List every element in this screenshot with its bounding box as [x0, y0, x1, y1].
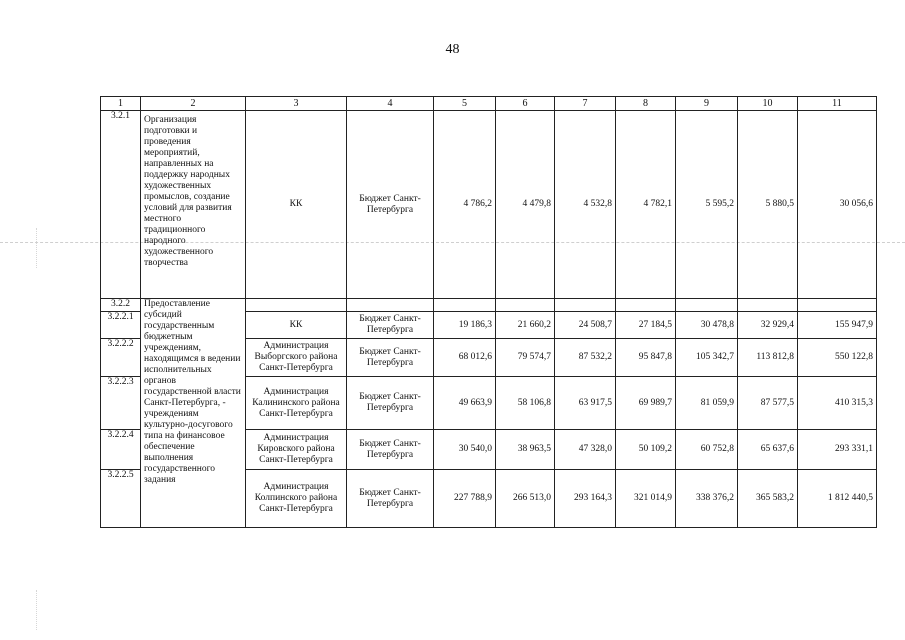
value-cell: 19 186,3 [434, 312, 496, 339]
executor-cell: Администрация Колпинского района Санкт-Петербурга [246, 470, 347, 528]
funding-source-cell: Бюджет Санкт-Петербурга [347, 377, 434, 430]
value-cell: 32 929,4 [738, 312, 798, 339]
value-cell: 95 847,8 [616, 339, 676, 377]
funding-source-cell: Бюджет Санкт-Петербурга [347, 111, 434, 299]
funding-source-cell: Бюджет Санкт-Петербурга [347, 312, 434, 339]
budget-table [100, 96, 877, 528]
table-row [101, 299, 877, 312]
empty-cell [496, 299, 555, 312]
executor-cell: Администрация Кировского района Санкт-Петербурга [246, 430, 347, 470]
value-cell: 30 540,0 [434, 430, 496, 470]
value-cell: 266 513,0 [496, 470, 555, 528]
value-cell: 47 328,0 [555, 430, 616, 470]
column-header: 5 [434, 97, 496, 111]
row-code: 3.2.2.5 [101, 470, 141, 528]
column-header: 1 [101, 97, 141, 111]
row-code: 3.2.2.1 [101, 312, 141, 339]
executor-cell: Администрация Выборгского района Санкт-Петербурга [246, 339, 347, 377]
value-cell: 4 786,2 [434, 111, 496, 299]
value-cell: 30 478,8 [676, 312, 738, 339]
row-code: 3.2.2.4 [101, 430, 141, 470]
funding-source-cell: Бюджет Санкт-Петербурга [347, 430, 434, 470]
activity-name: Предоставление субсидий государственным бюджетным учреждениям, находящимся в ведении исполнительных органов государственной власти Санкт-Петербурга, - учреждениям культурно-досугового типа на финансовое обеспечение выполнения государственного задания [141, 299, 246, 528]
row-code: 3.2.2 [101, 299, 141, 312]
executor-cell: КК [246, 312, 347, 339]
value-cell: 50 109,2 [616, 430, 676, 470]
value-cell: 87 532,2 [555, 339, 616, 377]
value-cell: 58 106,8 [496, 377, 555, 430]
total-cell: 30 056,6 [798, 111, 877, 299]
column-header: 2 [141, 97, 246, 111]
value-cell: 60 752,8 [676, 430, 738, 470]
value-cell: 365 583,2 [738, 470, 798, 528]
value-cell: 49 663,9 [434, 377, 496, 430]
column-header: 4 [347, 97, 434, 111]
value-cell: 5 880,5 [738, 111, 798, 299]
value-cell: 4 479,8 [496, 111, 555, 299]
column-header: 8 [616, 97, 676, 111]
value-cell: 63 917,5 [555, 377, 616, 430]
executor-cell: КК [246, 111, 347, 299]
executor-cell: Администрация Калининского района Санкт-Петербурга [246, 377, 347, 430]
total-cell: 155 947,9 [798, 312, 877, 339]
column-header: 11 [798, 97, 877, 111]
funding-source-cell: Бюджет Санкт-Петербурга [347, 339, 434, 377]
value-cell: 4 782,1 [616, 111, 676, 299]
row-code: 3.2.2.2 [101, 339, 141, 377]
value-cell: 21 660,2 [496, 312, 555, 339]
column-header: 6 [496, 97, 555, 111]
row-code: 3.2.2.3 [101, 377, 141, 430]
column-header: 10 [738, 97, 798, 111]
value-cell: 5 595,2 [676, 111, 738, 299]
value-cell: 24 508,7 [555, 312, 616, 339]
total-cell: 293 331,1 [798, 430, 877, 470]
column-header: 9 [676, 97, 738, 111]
value-cell: 81 059,9 [676, 377, 738, 430]
value-cell: 79 574,7 [496, 339, 555, 377]
empty-cell [555, 299, 616, 312]
empty-cell [738, 299, 798, 312]
value-cell: 87 577,5 [738, 377, 798, 430]
value-cell: 227 788,9 [434, 470, 496, 528]
scan-margin-mark [36, 228, 41, 268]
row-code: 3.2.1 [101, 111, 141, 299]
value-cell: 27 184,5 [616, 312, 676, 339]
activity-name: Организация подготовки и проведения мероприятий, направленных на поддержку народных художественных промыслов, создание условий для развития местного традиционного народного художественного творчества [141, 111, 246, 299]
total-cell: 1 812 440,5 [798, 470, 877, 528]
value-cell: 65 637,6 [738, 430, 798, 470]
value-cell: 4 532,8 [555, 111, 616, 299]
column-header: 3 [246, 97, 347, 111]
empty-cell [798, 299, 877, 312]
value-cell: 68 012,6 [434, 339, 496, 377]
page-number: 48 [445, 42, 460, 57]
column-header: 7 [555, 97, 616, 111]
funding-source-cell: Бюджет Санкт-Петербурга [347, 470, 434, 528]
empty-cell [676, 299, 738, 312]
empty-cell [616, 299, 676, 312]
empty-cell [246, 299, 347, 312]
value-cell: 69 989,7 [616, 377, 676, 430]
value-cell: 321 014,9 [616, 470, 676, 528]
scan-margin-mark [36, 590, 41, 630]
total-cell: 410 315,3 [798, 377, 877, 430]
empty-cell [434, 299, 496, 312]
value-cell: 105 342,7 [676, 339, 738, 377]
total-cell: 550 122,8 [798, 339, 877, 377]
column-number-header-row [101, 97, 877, 111]
table-row [101, 111, 877, 299]
value-cell: 338 376,2 [676, 470, 738, 528]
empty-cell [347, 299, 434, 312]
value-cell: 38 963,5 [496, 430, 555, 470]
value-cell: 293 164,3 [555, 470, 616, 528]
value-cell: 113 812,8 [738, 339, 798, 377]
